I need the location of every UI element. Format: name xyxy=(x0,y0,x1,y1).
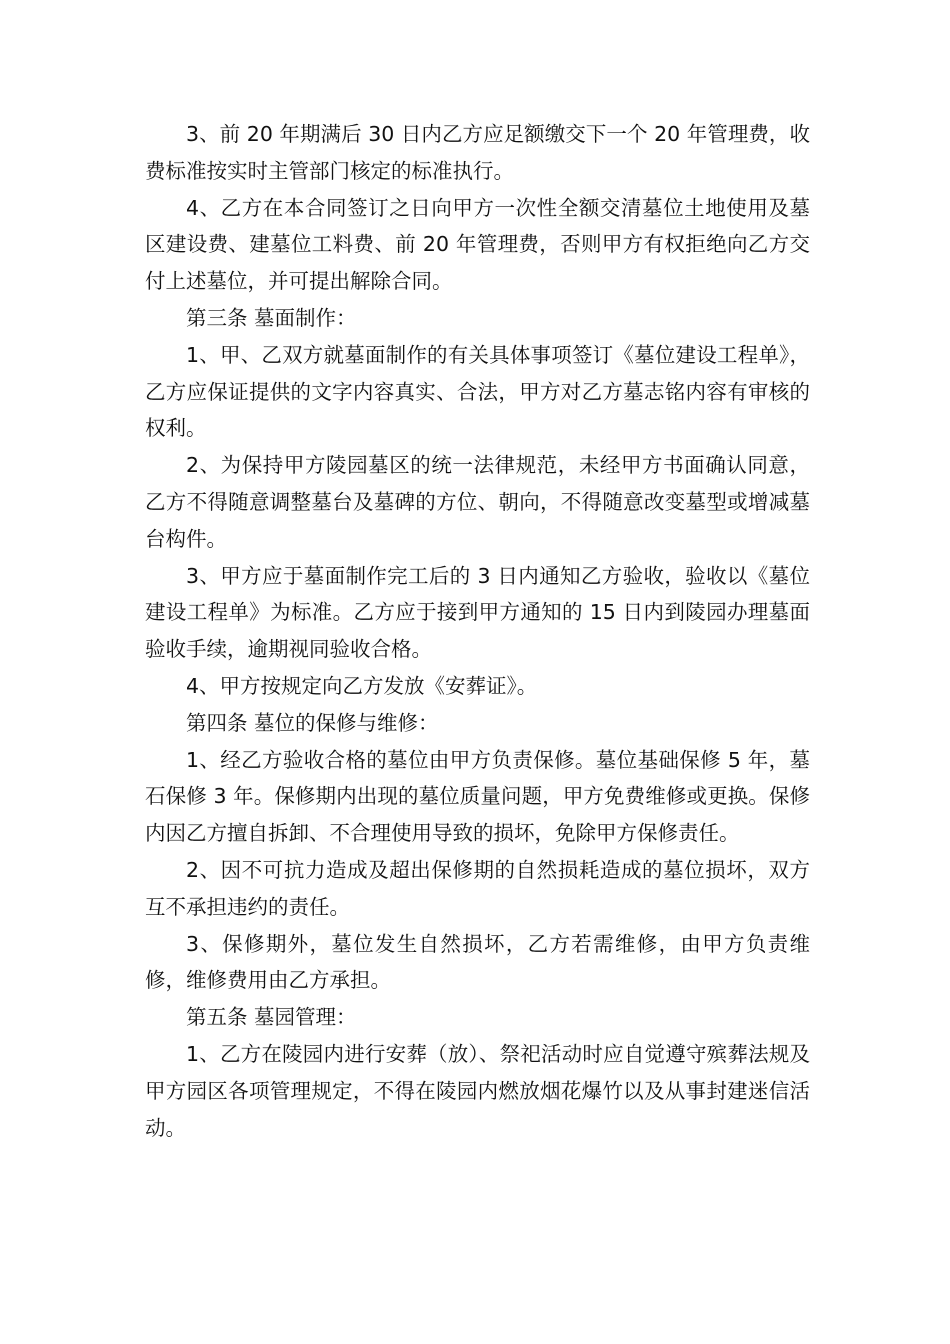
paragraph-article-4-item-1: 1、经乙方验收合格的墓位由甲方负责保修。墓位基础保修 5 年，墓石保修 3 年。保修期内出现的墓位质量问题，甲方免费维修或更换。保修内因乙方擅自拆卸、不合理使用导致的损坏，免除甲方保修责任。 xyxy=(145,747,810,846)
document-body xyxy=(145,116,810,1146)
article-5-heading: 第五条 墓园管理： xyxy=(186,1005,357,1030)
paragraph-article-5-item-1: 1、乙方在陵园内进行安葬（放）、祭祀活动时应自觉遵守殡葬法规及甲方园区各项管理规定，不得在陵园内燃放烟花爆竹以及从事封建迷信活动。 xyxy=(145,1041,810,1140)
paragraph-clause-2-item-4: 4、乙方在本合同签订之日向甲方一次性全额交清墓位土地使用及墓区建设费、建墓位工料费、前 20 年管理费，否则甲方有权拒绝向乙方交付上述墓位，并可提出解除合同。 xyxy=(145,195,810,294)
paragraph-article-3-item-1: 1、甲、乙双方就墓面制作的有关具体事项签订《墓位建设工程单》，乙方应保证提供的文字内容真实、合法，甲方对乙方墓志铭内容有审核的权利。 xyxy=(145,342,810,441)
paragraph-article-3-item-4: 4、甲方按规定向乙方发放《安葬证》。 xyxy=(186,673,538,698)
article-4-heading: 第四条 墓位的保修与维修： xyxy=(186,710,439,735)
paragraph-article-3-item-2: 2、为保持甲方陵园墓区的统一法律规范，未经甲方书面确认同意，乙方不得随意调整墓台及墓碑的方位、朝向，不得随意改变墓型或增减墓台构件。 xyxy=(145,453,810,551)
paragraph-clause-2-item-3: 3、前 20 年期满后 30 日内乙方应足额缴交下一个 20 年管理费，收费标准按实时主管部门核定的标准执行。 xyxy=(145,122,810,183)
paragraph-article-3-item-3: 3、甲方应于墓面制作完工后的 3 日内通知乙方验收，验收以《墓位建设工程单》为标准。乙方应于接到甲方通知的 15 日内到陵园办理墓面验收手续，逾期视同验收合格。 xyxy=(145,563,810,662)
paragraph-article-4-item-2: 2、因不可抗力造成及超出保修期的自然损耗造成的墓位损坏，双方互不承担违约的责任。 xyxy=(145,857,810,919)
article-3-heading: 第三条 墓面制作： xyxy=(186,305,357,330)
paragraph-article-4-item-3: 3、保修期外，墓位发生自然损坏，乙方若需维修，由甲方负责维修，维修费用由乙方承担。 xyxy=(145,931,810,993)
